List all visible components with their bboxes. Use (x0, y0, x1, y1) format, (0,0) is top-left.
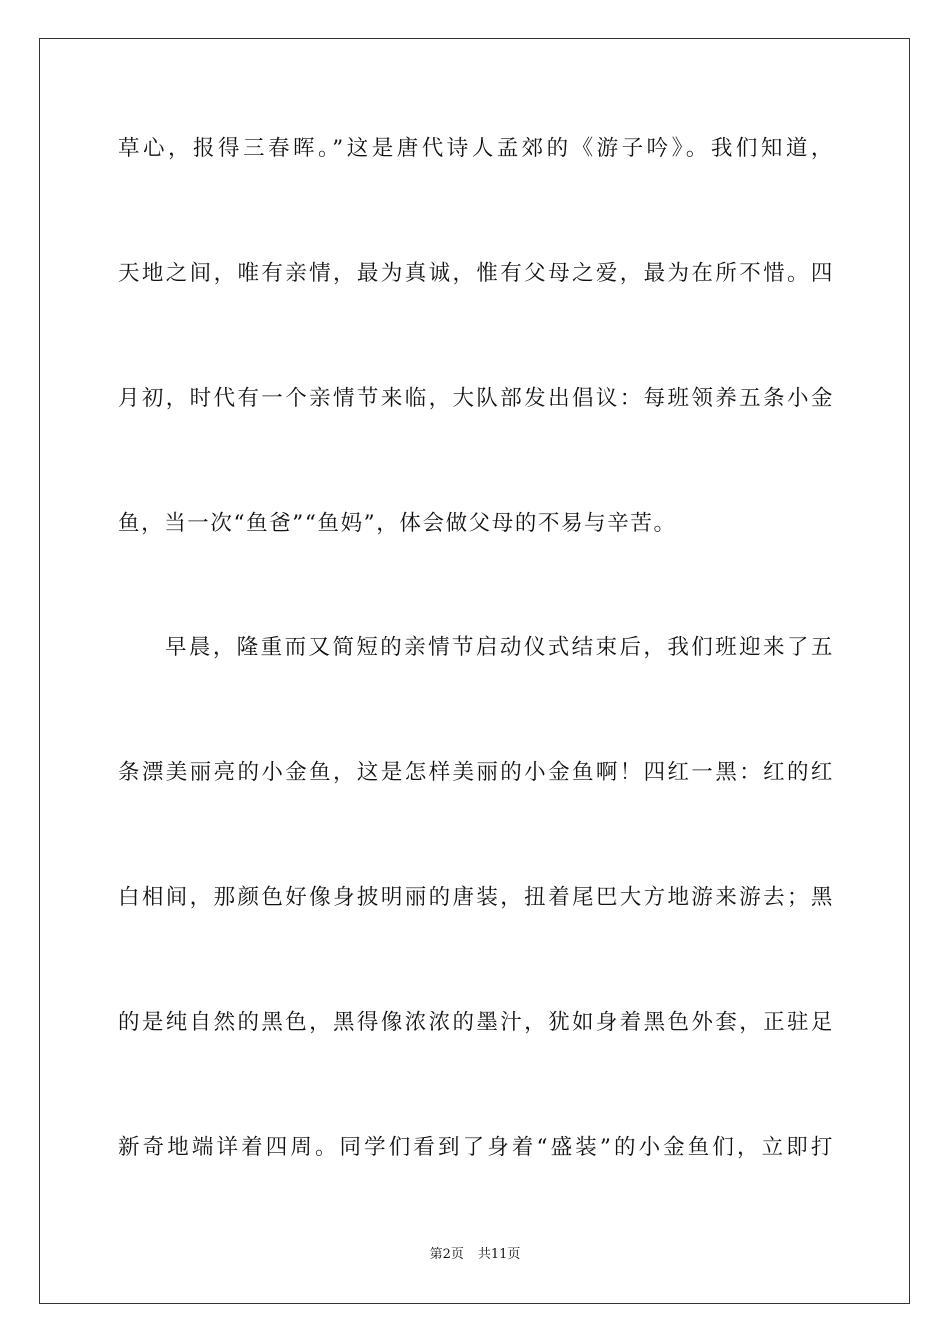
text-line: 白相间，那颜色好像身披明丽的唐装，扭着尾巴大方地游来游去；黑 (118, 885, 833, 910)
text-line: 草心，报得三春晖。”这是唐代诗人孟郊的《游子吟》。我们知道， (118, 136, 833, 161)
text-line: 新奇地端详着四周。同学们看到了身着“盛装”的小金鱼们，立即打 (118, 1135, 833, 1160)
page-total: 共11页 (477, 1247, 521, 1262)
text-line: 天地之间，唯有亲情，最为真诚，惟有父母之爱，最为在所不惜。四 (118, 261, 833, 286)
text-line: 月初，时代有一个亲情节来临，大队部发出倡议：每班领养五条小金 (118, 386, 833, 411)
paragraph-first-line: 早晨，隆重而又简短的亲情节启动仪式结束后，我们班迎来了五 (165, 635, 833, 660)
page-number: 第2页 (429, 1247, 464, 1262)
text-line: 条漂美丽亮的小金鱼，这是怎样美丽的小金鱼啊！四红一黑：红的红 (118, 760, 833, 785)
text-line: 鱼，当一次“鱼爸”“鱼妈”，体会做父母的不易与辛苦。 (118, 511, 677, 536)
page-border (39, 38, 910, 1304)
text-line: 的是纯自然的黑色，黑得像浓浓的墨汁，犹如身着黑色外套，正驻足 (118, 1010, 833, 1035)
page-footer (0, 1246, 950, 1264)
